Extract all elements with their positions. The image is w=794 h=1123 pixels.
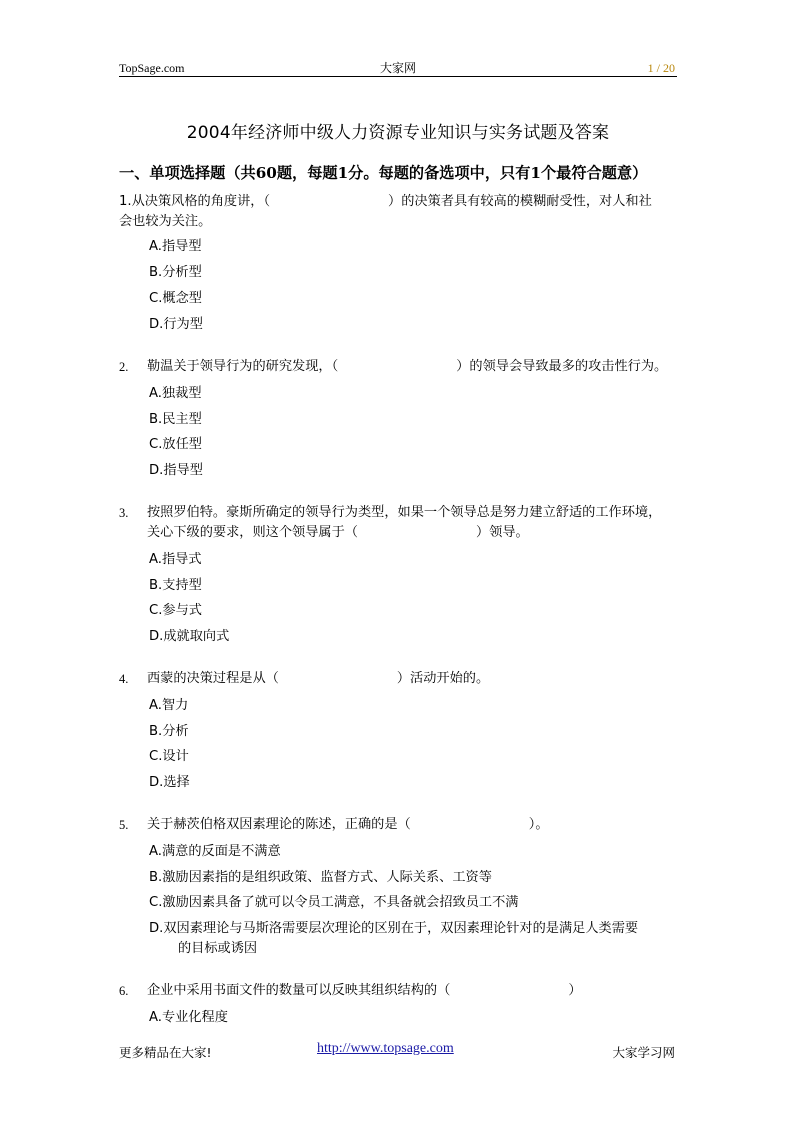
header-center-title: 大家网	[379, 61, 416, 75]
question-text: ）领导。	[476, 525, 529, 540]
question-stem	[147, 357, 667, 377]
question-number: 2.	[119, 360, 129, 374]
option: D.选择	[149, 775, 190, 790]
option: C.放任型	[149, 437, 202, 452]
question-number: 3.	[119, 506, 129, 520]
option: D.成就取向式	[149, 629, 230, 644]
option: A.指导式	[149, 552, 202, 567]
option: D.指导型	[149, 463, 203, 478]
option: C.概念型	[149, 291, 202, 306]
question-stem	[147, 815, 549, 835]
option: D.双因素理论与马斯洛需要层次理论的区别在于，双因素理论针对的是满足人类需要	[149, 921, 639, 936]
header-page-number: 1 / 20	[647, 61, 675, 75]
footer-promo-text: 更多精品在大家!	[119, 1045, 212, 1060]
option: A.专业化程度	[149, 1010, 228, 1025]
question-text: 会也较为关注。	[119, 214, 212, 229]
page-footer	[119, 1041, 677, 1061]
question-text: 企业中采用书面文件的数量可以反映其组织结构的（	[147, 983, 451, 998]
header-divider	[119, 76, 677, 77]
option: B.支持型	[149, 578, 202, 593]
option: B.激励因素指的是组织政策、监督方式、人际关系、工资等	[149, 870, 492, 885]
option: B.民主型	[149, 412, 202, 427]
question-stem	[119, 192, 652, 212]
option: A.独裁型	[149, 386, 202, 401]
option: C.设计	[149, 749, 189, 764]
option: B.分析	[149, 724, 189, 739]
question-number: 4.	[119, 672, 129, 686]
question-text: 关于赫茨伯格双因素理论的陈述，正确的是（	[147, 817, 411, 832]
page-header	[119, 58, 677, 76]
option: C.激励因素具备了就可以令员工满意，不具备就会招致员工不满	[149, 895, 519, 910]
question-text: 勒温关于领导行为的研究发现，（	[147, 359, 339, 374]
option: B.分析型	[149, 265, 202, 280]
question-text: 按照罗伯特。豪斯所确定的领导行为类型，如果一个领导总是努力建立舒适的工作环境，	[147, 505, 662, 520]
question-text: ）活动开始的。	[396, 671, 490, 686]
question-number: 6.	[119, 984, 129, 998]
question-stem	[147, 981, 582, 1001]
header-site-name: TopSage.com	[119, 61, 185, 75]
option-continuation: 的目标或诱因	[178, 941, 258, 956]
question-number: 5.	[119, 818, 129, 832]
section-heading: 一、单项选择题（共60题，每题1分。每题的备选项中，只有1个最符合题意）	[119, 164, 648, 182]
question-text: 关心下级的要求，则这个领导属于（	[147, 525, 358, 540]
option: A.指导型	[149, 239, 202, 254]
document-title: 2004年经济师中级人力资源专业知识与实务试题及答案	[186, 123, 610, 143]
question-stem	[147, 523, 529, 543]
option: D.行为型	[149, 317, 203, 332]
question-stem	[147, 669, 489, 689]
question-text: 西蒙的决策过程是从（	[147, 671, 279, 686]
question-text: ）的决策者具有较高的模糊耐受性，对人和社	[388, 194, 652, 209]
option: A.智力	[149, 698, 189, 713]
question-text: ）。	[528, 817, 549, 832]
option: C.参与式	[149, 603, 202, 618]
question-text: 1.从决策风格的角度讲，（	[119, 194, 271, 209]
option: A.满意的反面是不满意	[149, 844, 281, 859]
footer-site-name: 大家学习网	[612, 1045, 675, 1060]
question-text: ）的领导会导致最多的攻击性行为。	[456, 359, 668, 374]
question-text: ）	[568, 983, 582, 998]
footer-link[interactable]: http://www.topsage.com	[317, 1041, 454, 1056]
